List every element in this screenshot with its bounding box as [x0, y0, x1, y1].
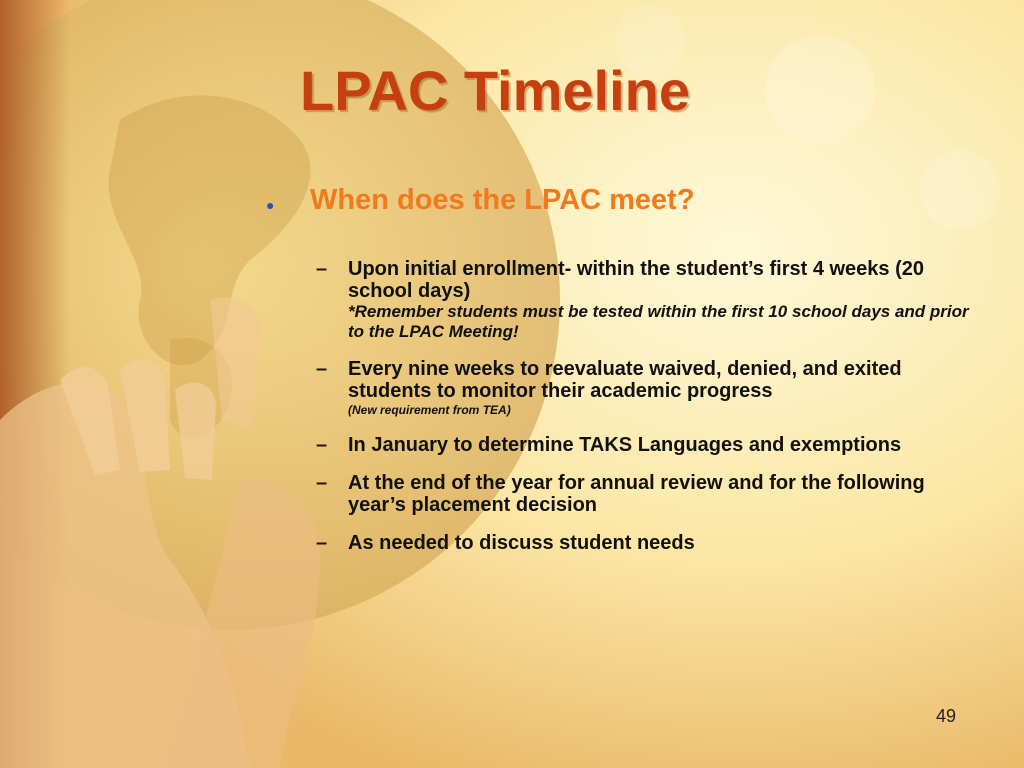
- question-heading: When does the LPAC meet?: [310, 184, 695, 216]
- list-item: [316, 472, 986, 516]
- list-item: [316, 358, 986, 418]
- page-number: 49: [936, 706, 957, 726]
- item-text: As needed to discuss student needs: [348, 532, 695, 554]
- item-text: In January to determine TAKS Languages and exemptions: [348, 434, 902, 456]
- dash-bullet-icon: –: [316, 434, 328, 456]
- item-note: (New requirement from TEA): [348, 403, 511, 417]
- slide-title: LPAC Timeline: [299, 59, 690, 122]
- bullet-dot-icon: ●: [266, 197, 275, 213]
- dash-bullet-icon: –: [316, 532, 328, 554]
- item-note: *Remember students must be tested within the first 10 school days and prior to the LPAC Meeting!: [348, 302, 969, 341]
- item-text: Upon initial enrollment- within the student’s first 4 weeks (20 school days): [348, 258, 925, 302]
- list-item: [316, 532, 986, 554]
- dash-bullet-icon: –: [316, 472, 328, 494]
- dash-bullet-icon: –: [316, 358, 328, 380]
- timeline-list: [316, 258, 986, 570]
- item-text: At the end of the year for annual review and for the following year’s placement decision: [348, 472, 925, 516]
- dash-bullet-icon: –: [316, 258, 328, 280]
- list-item: [316, 258, 986, 342]
- item-text: Every nine weeks to reevaluate waived, denied, and exited students to monitor their academic progress: [348, 358, 902, 402]
- list-item: [316, 434, 986, 456]
